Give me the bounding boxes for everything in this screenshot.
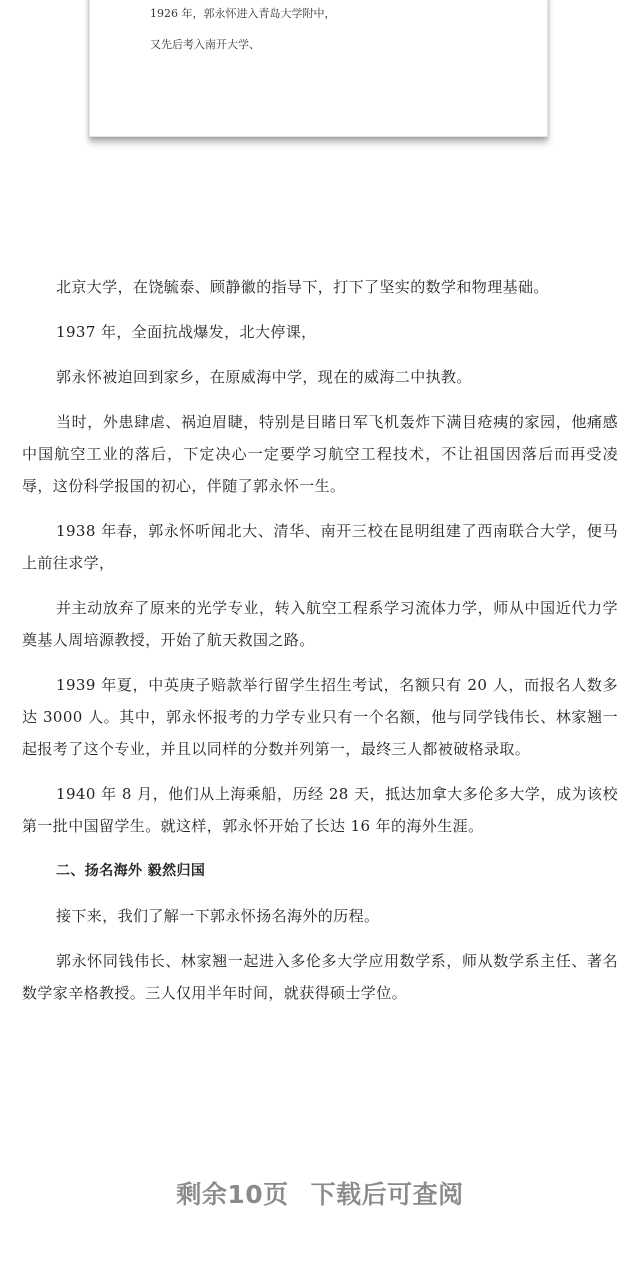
- paragraph: 接下来，我们了解一下郭永怀扬名海外的历程。: [56, 907, 380, 925]
- paragraph: 1940 年 8 月，他们从上海乘船，历经 28 天，抵达加拿大多伦多大学，成为该校第一批中国留学生。就这样，郭永怀开始了长达 16 年的海外生涯。: [22, 785, 618, 835]
- remaining-pages-label[interactable]: 剩余10页: [176, 1180, 289, 1209]
- download-to-view-label[interactable]: 下载后可查阅: [310, 1180, 464, 1209]
- document-preview-card: [89, 0, 548, 137]
- paragraph: 北京大学，在饶毓泰、顾静徽的指导下，打下了坚实的数学和物理基础。: [56, 278, 549, 296]
- paragraph: 并主动放弃了原来的光学专业，转入航空工程系学习流体力学，师从中国近代力学奠基人周培源教授，开始了航天救国之路。: [22, 599, 618, 649]
- paragraph: 1937 年，全面抗战爆发，北大停课，: [56, 323, 317, 341]
- paragraph: 1938 年春，郭永怀听闻北大、清华、南开三校在昆明组建了西南联合大学，便马上前往求学，: [22, 522, 618, 572]
- paragraph: 郭永怀被迫回到家乡，在原威海中学，现在的威海二中执教。: [56, 368, 472, 386]
- remaining-pages-prompt[interactable]: [0, 1175, 640, 1211]
- section-heading: 二、扬名海外 毅然归国: [56, 863, 206, 879]
- paragraph: 郭永怀同钱伟长、林家翘一起进入多伦多大学应用数学系，师从数学系主任、著名数学家辛格教授。三人仅用半年时间，就获得硕士学位。: [22, 952, 618, 1002]
- card-text-line: 又先后考入南开大学、: [150, 38, 260, 51]
- card-text-line: 1926 年，郭永怀进入青岛大学附中，: [150, 7, 336, 20]
- paragraph: 1939 年夏，中英庚子赔款举行留学生招生考试，名额只有 20 人，而报名人数多达 3000 人。其中，郭永怀报考的力学专业只有一个名额，他与同学钱伟长、林家翘一起报考了这个专业，并且以同样的分数并列第一，最终三人都被破格录取。: [22, 676, 618, 758]
- paragraph: 当时，外患肆虐、祸迫眉睫，特别是目睹日军飞机轰炸下满目疮痍的家园，他痛感中国航空工业的落后，下定决心一定要学习航空工程技术，不让祖国因落后而再受凌辱，这份科学报国的初心，伴随了郭永怀一生。: [22, 413, 618, 495]
- article-body: [22, 271, 618, 1022]
